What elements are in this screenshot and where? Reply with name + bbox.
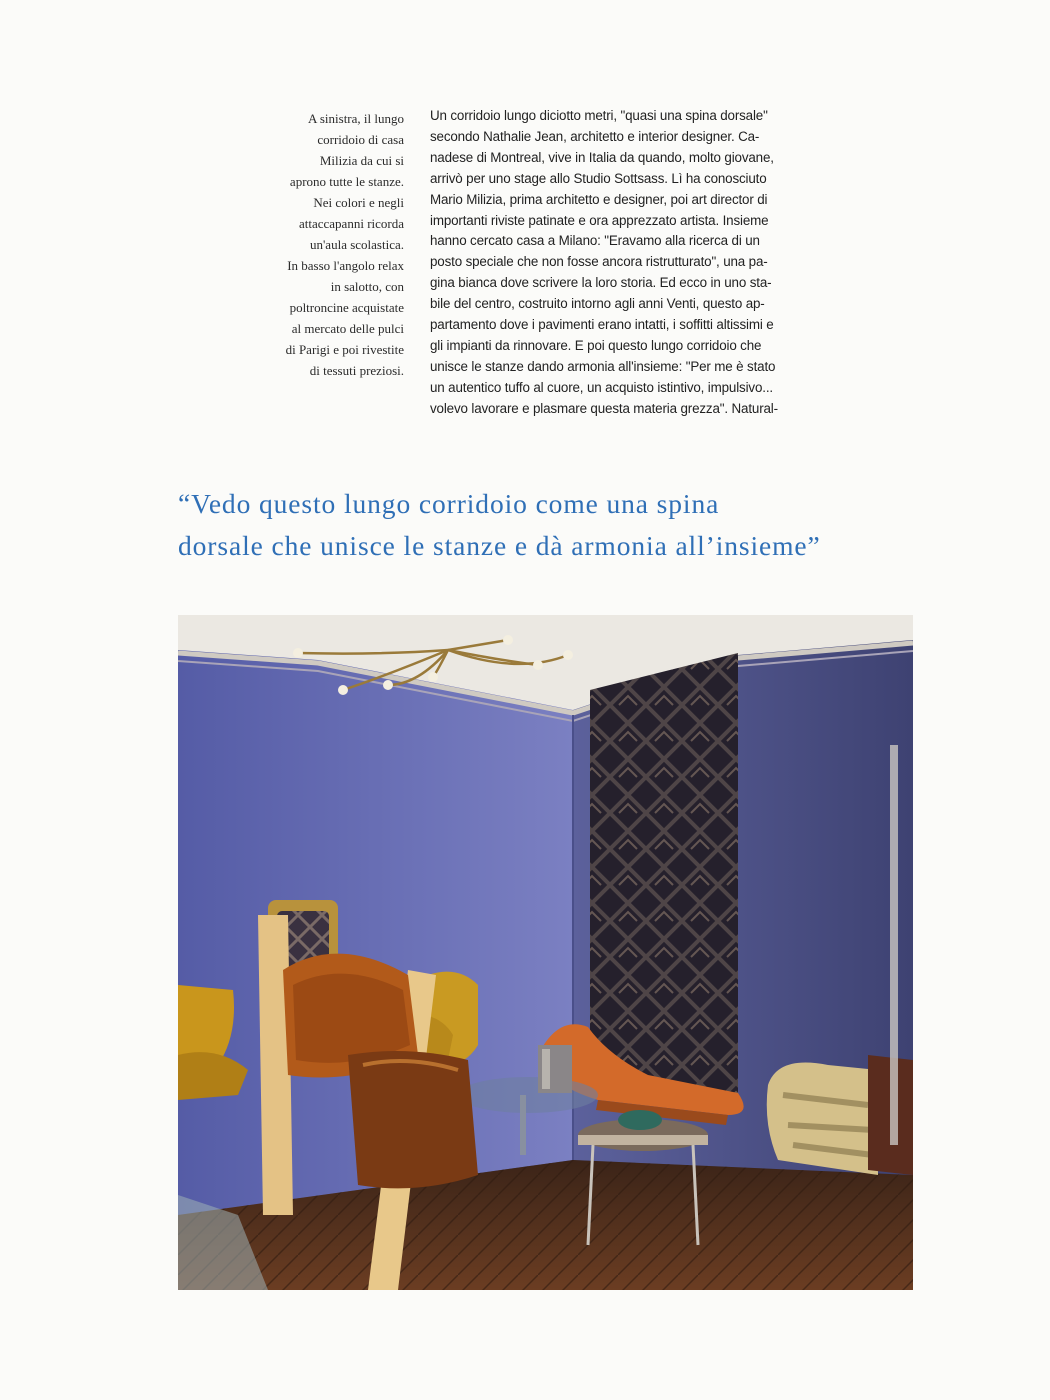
caption-line: in salotto, con bbox=[330, 279, 404, 294]
pull-quote bbox=[178, 483, 938, 567]
caption-line: A sinistra, il lungo bbox=[307, 111, 404, 126]
pull-quote-line: “Vedo questo lungo corridoio come una spina bbox=[178, 488, 720, 519]
article-body bbox=[430, 106, 810, 420]
article-line: Un corridoio lungo diciotto metri, "quasi una spina dorsale" bbox=[430, 108, 768, 123]
article-line: arrivò per uno stage allo Studio Sottsass. Lì ha conosciuto bbox=[430, 170, 767, 186]
article-line: gli impianti da rinnovare. E poi questo lungo corridoio che bbox=[430, 337, 762, 353]
caption-line: al mercato delle pulci bbox=[291, 321, 404, 336]
article-line: importanti riviste patinate e ora apprezzato artista. Insieme bbox=[430, 212, 769, 228]
article-line: partamento dove i pavimenti erano intatti, i soffitti altissimi e bbox=[430, 317, 774, 333]
pull-quote-line: dorsale che unisce le stanze e dà armonia all’insieme” bbox=[178, 530, 821, 561]
caption-line: Milizia da cui si bbox=[319, 153, 404, 168]
caption-line: di Parigi e poi rivestite bbox=[285, 342, 404, 357]
caption-line: poltroncine acquistate bbox=[289, 300, 404, 315]
article-line: secondo Nathalie Jean, architetto e interior designer. Ca- bbox=[430, 128, 760, 144]
article-line: gina bianca dove scrivere la loro storia. Ed ecco in uno sta- bbox=[430, 275, 772, 291]
article-line: unisce le stanze dando armonia all'insieme: "Per me è stato bbox=[430, 358, 776, 374]
caption-line: In basso l'angolo relax bbox=[287, 258, 404, 273]
living-room-photo bbox=[178, 615, 913, 1290]
caption-line: aprono tutte le stanze. bbox=[289, 174, 404, 189]
article-line: hanno cercato casa a Milano: "Eravamo alla ricerca di un bbox=[430, 233, 760, 249]
caption-line: Nei colori e negli bbox=[313, 195, 404, 210]
caption-line: di tessuti preziosi. bbox=[309, 363, 404, 378]
article-line: posto speciale che non fosse ancora ristrutturato", una pa- bbox=[430, 254, 768, 270]
photo-caption bbox=[262, 108, 404, 381]
article-line: volevo lavorare e plasmare questa materia grezza". Natural- bbox=[430, 400, 778, 416]
article-line: bile del centro, costruito intorno agli anni Venti, questo ap- bbox=[430, 296, 765, 312]
caption-line: corridoio di casa bbox=[317, 132, 404, 147]
caption-line: attaccapanni ricorda bbox=[298, 216, 404, 231]
article-line: nadese di Montreal, vive in Italia da quando, molto giovane, bbox=[430, 149, 774, 165]
caption-line: un'aula scolastica. bbox=[309, 237, 404, 252]
article-line: un autentico tuffo al cuore, un acquisto istintivo, impulsivo... bbox=[430, 379, 773, 395]
article-line: Mario Milizia, prima architetto e designer, poi art director di bbox=[430, 191, 768, 207]
living-room-illustration bbox=[178, 615, 913, 1290]
